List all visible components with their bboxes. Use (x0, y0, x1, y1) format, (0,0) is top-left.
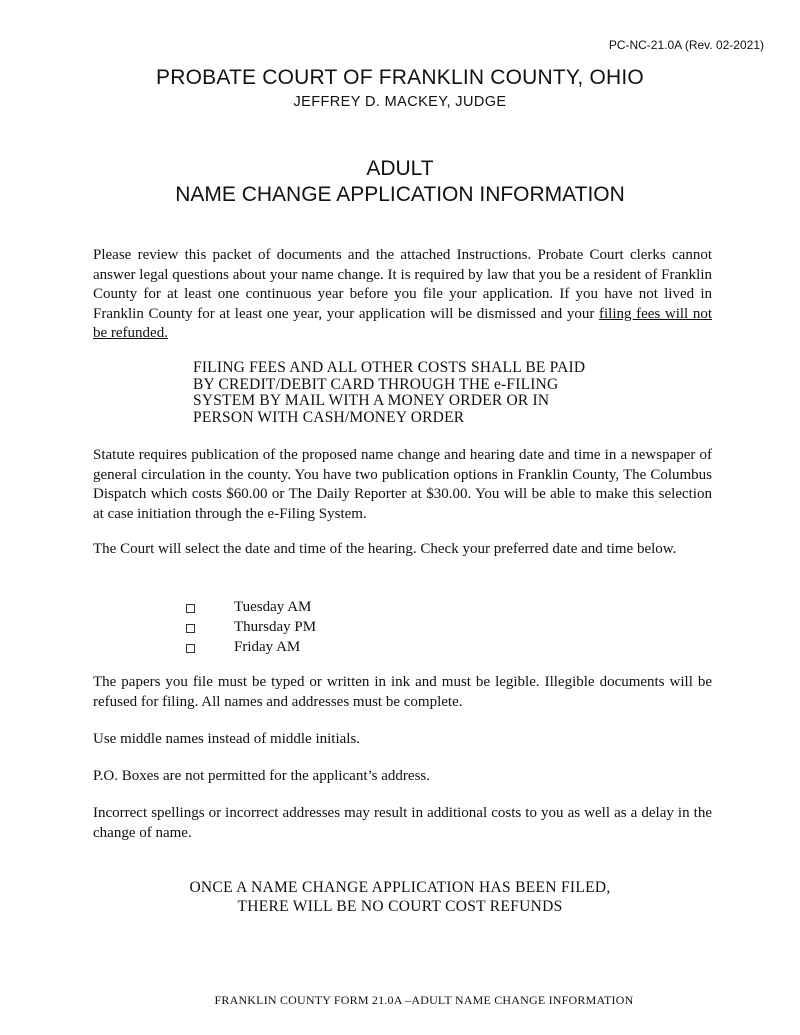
hearing-paragraph: The Court will select the date and time of the hearing. Check your preferred date and time below. (93, 541, 677, 557)
form-code: PC-NC-21.0A (Rev. 02-2021) (608, 38, 764, 52)
hearing-option-label: Thursday PM (234, 618, 317, 635)
fees-notice-line: BY CREDIT/DEBIT CARD THROUGH THE e-FILING (193, 375, 559, 393)
intro-text: Please review this packet of documents and the attached Instructions. Probate Court clerks cannot answer legal questions about your name change. It is required by law that you be a resident of Franklin County for at least one continuous year before you file your application. If you have not lived in Franklin County for at least one year, your application will be dismissed and your (93, 247, 712, 322)
papers-paragraph: The papers you file must be typed or written in ink and must be legible. Illegible documents will be refused for filing. All names and addresses must be complete. (93, 674, 712, 710)
court-name: PROBATE COURT OF FRANKLIN COUNTY, OHIO (156, 66, 644, 89)
filing-fees-notice (193, 360, 633, 426)
fees-notice-line: SYSTEM BY MAIL WITH A MONEY ORDER OR IN (193, 392, 550, 409)
publication-paragraph: Statute requires publication of the proposed name change and hearing date and time in a newspaper of general circulation in the county. You have two publication options in Franklin County, The Columbus Dispatch which costs $60.00 or The Daily Reporter at $30.00. You will be able to make this selection at case initiation through the e-Filing System. (93, 447, 712, 522)
checkbox-icon[interactable] (186, 624, 195, 633)
hearing-option-friday[interactable] (186, 637, 316, 657)
hearing-option-label: Friday AM (234, 638, 301, 655)
fees-notice-line: FILING FEES AND ALL OTHER COSTS SHALL BE PAID (193, 359, 586, 376)
intro-paragraph (93, 246, 712, 344)
middle-names-paragraph: Use middle names instead of middle initials. (93, 731, 361, 747)
document-title-line2: NAME CHANGE APPLICATION INFORMATION (175, 183, 625, 206)
refund-notice-line2: THERE WILL BE NO COURT COST REFUNDS (237, 898, 563, 915)
spelling-paragraph: Incorrect spellings or incorrect addresses may result in additional costs to you as well as a delay in the change of name. (93, 805, 712, 841)
fees-notice-line: PERSON WITH CASH/MONEY ORDER (193, 408, 465, 426)
refund-warning-underlined: filing fees will not be refunded. (93, 305, 712, 341)
judge-name: JEFFREY D. MACKEY, JUDGE (293, 94, 507, 110)
po-boxes-paragraph: P.O. Boxes are not permitted for the applicant’s address. (93, 768, 431, 784)
hearing-option-thursday[interactable] (186, 617, 316, 637)
hearing-option-label: Tuesday AM (234, 598, 312, 615)
refund-notice (0, 878, 800, 916)
checkbox-icon[interactable] (186, 604, 195, 613)
hearing-options (186, 597, 316, 657)
document-title-line1: ADULT (366, 157, 434, 180)
hearing-option-tuesday[interactable] (186, 597, 316, 617)
page-footer: FRANKLIN COUNTY FORM 21.0A –ADULT NAME CHANGE INFORMATION (214, 993, 634, 1007)
checkbox-icon[interactable] (186, 644, 195, 653)
refund-notice-line1: ONCE A NAME CHANGE APPLICATION HAS BEEN FILED, (189, 879, 611, 896)
